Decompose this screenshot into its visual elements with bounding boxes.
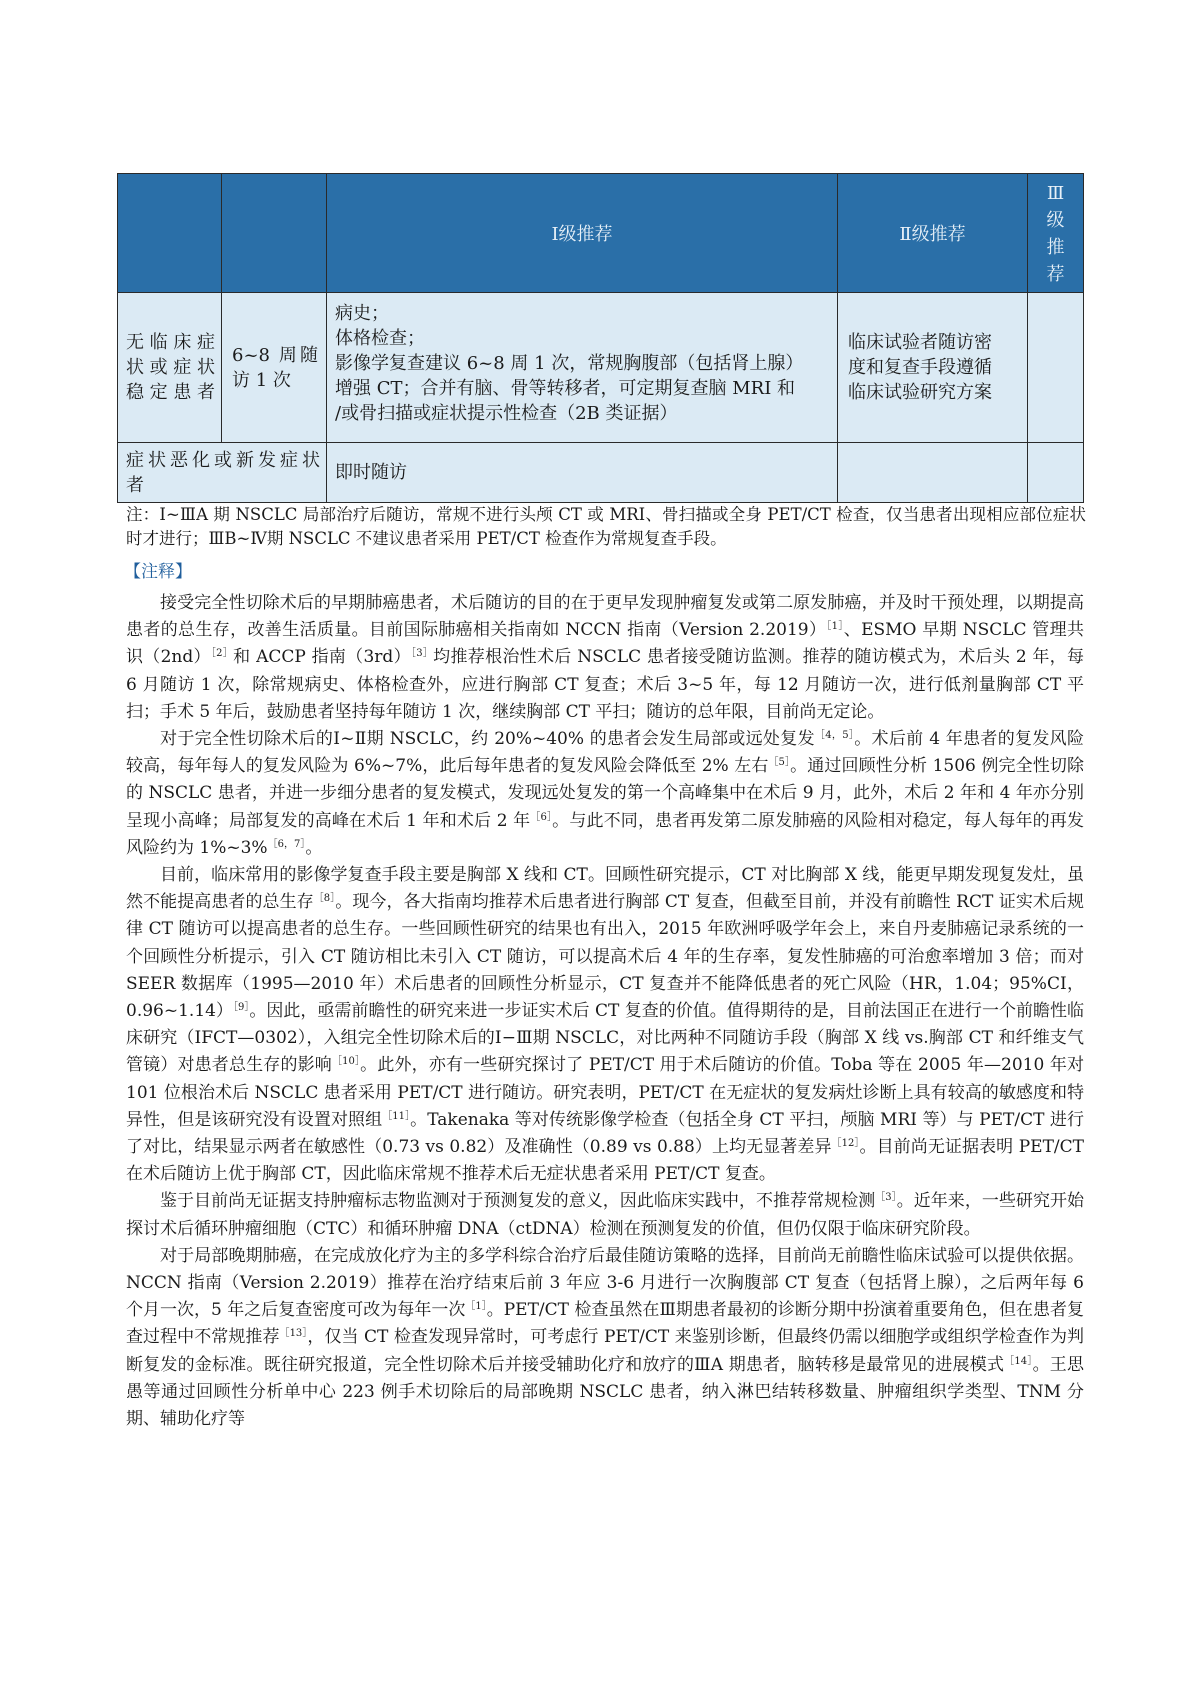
header-level3-line: Ⅲ — [1046, 183, 1065, 204]
row1-category-line: 无临床症 — [126, 332, 215, 353]
row1-level1-line: /或骨扫描或症状提示性检查（2B 类证据） — [335, 403, 678, 424]
paragraph-text: 。此外，亦有一些研究探讨了 PET/CT 用于术后随访的价值。Toba 等在 2005 年—2010 年对 101 位根治术后 NSCLC 患者采用 PET/CT 进行随访。研究表明，PET/CT 在无症状的复发病灶诊断上具有较高的敏感度和特异性，但是该研究没有设置对照组 — [126, 1055, 1085, 1130]
row1-category-line: 稳定患者 — [126, 382, 215, 403]
citation: ［5］ — [768, 757, 791, 769]
row1-level1-line: 增强 CT；合并有脑、骨等转移者，可定期复查脑 MRI 和 — [335, 378, 796, 399]
row2-level3 — [1028, 443, 1084, 503]
annotation-heading: 【注释】 — [124, 562, 192, 582]
citation: ［13］ — [279, 1328, 308, 1340]
paragraph-text: 。因此，亟需前瞻性的研究来进一步证实术后 CT 复查的价值。值得期待的是，目前法国正在进行一个前瞻性临床研究（IFCT—0302），入组完全性切除术后的Ⅰ−Ⅲ期 NSCLC，对比两种不同随访手段（胸部 X 线 vs.胸部 CT 和纤维支气管镜）对患者总生存的影响 — [126, 1001, 1084, 1076]
paragraph — [126, 1243, 1084, 1433]
row1-level3 — [1028, 293, 1084, 443]
table-header-row — [118, 174, 1084, 293]
citation: ［10］ — [331, 1056, 361, 1068]
row2-level1: 即时随访 — [327, 443, 838, 503]
header-level3 — [1028, 174, 1084, 293]
paragraph-text: 鉴于目前尚无证据支持肿瘤标志物监测对于预测复发的意义，因此临床实践中，不推荐常规检测 — [160, 1191, 876, 1212]
paragraph-text: 接受完全性切除术后的早期肺癌患者，术后随访的目的在于更早发现肿瘤复发或第二原发肺癌，并及时干预处理，以期提高患者的总生存，改善生活质量。目前国际肺癌相关指南如 NCCN 指南（Version 2.2019） — [126, 593, 1084, 641]
row2-category-line: 症状恶化或新发症状 — [126, 449, 320, 471]
paragraph — [126, 590, 1084, 726]
paragraph-text: 。与此不同，患者再发第二原发肺癌的风险相对稳定，每人每年的再发风险约为 1%~3% — [126, 810, 1085, 858]
citation: ［4，5］ — [814, 730, 855, 742]
citation: ［3］ — [410, 648, 434, 660]
header-cell-blank-2 — [222, 174, 327, 293]
paragraph-text: 。Takenaka 等对传统影像学检查（包括全身 CT 平扫，颅脑 MRI 等）与 PET/CT 进行了对比，结果显示两者在敏感性（0.73 vs 0.82）及准确性（0.89 vs 0.88）上均无显著差异 — [126, 1109, 1084, 1158]
paragraph — [126, 862, 1084, 1188]
paragraph-text: 。PET/CT 检查虽然在Ⅲ期患者最初的诊断分期中扮演着重要角色，但在患者复查过程中不常规推荐 — [126, 1300, 1084, 1348]
row1-level1 — [327, 293, 838, 443]
table-row — [118, 293, 1084, 443]
citation: ［2］ — [210, 648, 234, 660]
paragraph-text: 对于局部晚期肺癌，在完成放化疗为主的多学科综合治疗后最佳随访策略的选择，目前尚无前瞻性临床试验可以提供依据。NCCN 指南（Version 2.2019）推荐在治疗结束后前 3 年应 3-6 月进行一次胸腹部 CT 复查（包括肾上腺），之后两年每 6 个月一次，5 年之后复查密度可改为每年一次 — [126, 1245, 1084, 1321]
paragraph-text: 。王思愚等通过回顾性分析单中心 223 例手术切除后的局部晚期 NSCLC 患者，纳入淋巴结转移数量、肿瘤组织学类型、TNM 分期、辅助化疗等 — [126, 1354, 1084, 1430]
citation: ［6］ — [530, 811, 553, 823]
paragraph-text: 。近年来，一些研究开始探讨术后循环肿瘤细胞（CTC）和循环肿瘤 DNA（ctDNA）检测在预测复发的价值，但仍仅限于临床研究阶段。 — [126, 1191, 1084, 1239]
paragraph-text: 、ESMO 早期 NSCLC 管理共识（2nd） — [126, 620, 1084, 668]
paragraph-text: 。 — [305, 837, 323, 858]
row2-category — [118, 443, 327, 503]
header-cell-blank-1 — [118, 174, 222, 293]
citation: ［12］ — [831, 1138, 860, 1150]
citation: ［14］ — [1004, 1355, 1033, 1367]
paragraph-text: ，仅当 CT 检查发现异常时，可考虑行 PET/CT 来鉴别诊断，但最终仍需以细胞学或组织学检查作为判断复发的金标准。既往研究报道，完全性切除术后并接受辅助化疗和放疗的ⅢA 期患者，脑转移是最常见的进展模式 — [126, 1327, 1084, 1375]
citation: ［6，7］ — [267, 838, 306, 850]
header-level3-line: 荐 — [1046, 264, 1065, 285]
row1-frequency-line: 访 1 次 — [232, 369, 291, 391]
header-level3-line: 推 — [1046, 237, 1065, 258]
paragraph-text: 。现今，各大指南均推荐术后患者进行胸部 CT 复查，但截至目前，并没有前瞻性 RCT 证实术后规律 CT 随访可以提高患者的总生存。一些回顾性研究的结果也有出入，2015 年欧洲呼吸学年会上，来自丹麦肺癌记录系统的一个回顾性分析提示，引入 CT 随访相比未引入 CT 随访，可以提高术后 4 年的生存率，复发性肺癌的可治愈率增加 3 倍；而对 SEER 数据库（1995—2010 年）术后患者的回顾性分析显示，CT 复查并不能降低患者的死亡风险（HR，1.04；95%CI，0.96~1.14） — [126, 892, 1085, 1022]
row1-level1-line: 影像学复查建议 6~8 周 1 次，常规胸腹部（包括肾上腺） — [335, 353, 804, 374]
paragraph-text: 目前，临床常用的影像学复查手段主要是胸部 X 线和 CT。回顾性研究提示，CT 对比胸部 X 线，能更早期发现复发灶，虽然不能提高患者的总生存 — [126, 865, 1084, 913]
row2-category-line: 者 — [126, 474, 144, 496]
paragraph-text: 均推荐根治性术后 NSCLC 患者接受随访监测。推荐的随访模式为，术后头 2 年，每 6 月随访 1 次，除常规病史、体格检查外，应进行胸部 CT 复查；术后 3~5 年，每 12 月随访一次，进行低剂量胸部 CT 平扫；手术 5 年后，鼓励患者坚持每年随访 1 次，继续胸部 CT 平扫；随访的总年限，目前尚无定论。 — [126, 647, 1084, 722]
citation: ［1］ — [826, 621, 844, 633]
paragraph — [126, 726, 1084, 862]
citation: ［3］ — [875, 1192, 897, 1204]
header-level3-line: 级 — [1046, 210, 1065, 231]
row1-category-line: 状或症状 — [126, 357, 215, 378]
paragraph-text: 。术后前 4 年患者的复发风险较高，每年每人的复发风险为 6%~7%，此后每年患者的复发风险会降低至 2% 左右 — [126, 729, 1084, 777]
citation: ［9］ — [232, 1002, 250, 1014]
paragraph — [126, 1188, 1084, 1242]
paragraph-text: 。通过回顾性分析 1506 例完全性切除的 NSCLC 患者，并进一步细分患者的复发模式，发现远处复发的第一个高峰集中在术后 9 月，此外，术后 2 年和 4 年亦分别呈现小高峰；局部复发的高峰在术后 1 年和术后 2 年 — [126, 756, 1084, 831]
header-level1: Ⅰ级推荐 — [327, 174, 838, 293]
row1-level1-line: 体格检查； — [335, 328, 425, 349]
table-row — [118, 443, 1084, 503]
recommendation-table — [117, 173, 1084, 503]
row1-level2-line: 临床试验研究方案 — [848, 382, 992, 403]
row1-level1-line: 病史； — [335, 303, 389, 324]
row1-level2-line: 临床试验者随访密 — [848, 332, 992, 353]
row1-category — [118, 293, 222, 443]
citation: ［11］ — [382, 1110, 411, 1122]
row1-frequency-line: 6~8 周随 — [232, 344, 318, 366]
table-note: 注：Ⅰ~ⅢA 期 NSCLC 局部治疗后随访，常规不进行头颅 CT 或 MRI、骨扫描或全身 PET/CT 检查，仅当患者出现相应部位症状时才进行；ⅢB~Ⅳ期 NSCLC 不建议患者采用 PET/CT 检查作为常规复查手段。 — [126, 505, 1086, 548]
paragraph-text: 对于完全性切除术后的Ⅰ~Ⅱ期 NSCLC，约 20%~40% 的患者会发生局部或远处复发 — [160, 729, 815, 750]
row1-level2 — [838, 293, 1028, 443]
paragraph-text: 和 ACCP 指南（3rd） — [233, 647, 411, 668]
row1-frequency — [222, 293, 327, 443]
citation: ［1］ — [465, 1301, 487, 1313]
row1-level2-line: 度和复查手段遵循 — [848, 357, 992, 378]
row2-level2 — [838, 443, 1028, 503]
paragraph-text: 。目前尚无证据表明 PET/CT 在术后随访上优于胸部 CT，因此临床常规不推荐术后无症状患者采用 PET/CT 复查。 — [126, 1137, 1084, 1185]
citation: ［8］ — [313, 893, 336, 905]
header-level2: Ⅱ级推荐 — [838, 174, 1028, 293]
annotation-body — [126, 590, 1084, 1433]
